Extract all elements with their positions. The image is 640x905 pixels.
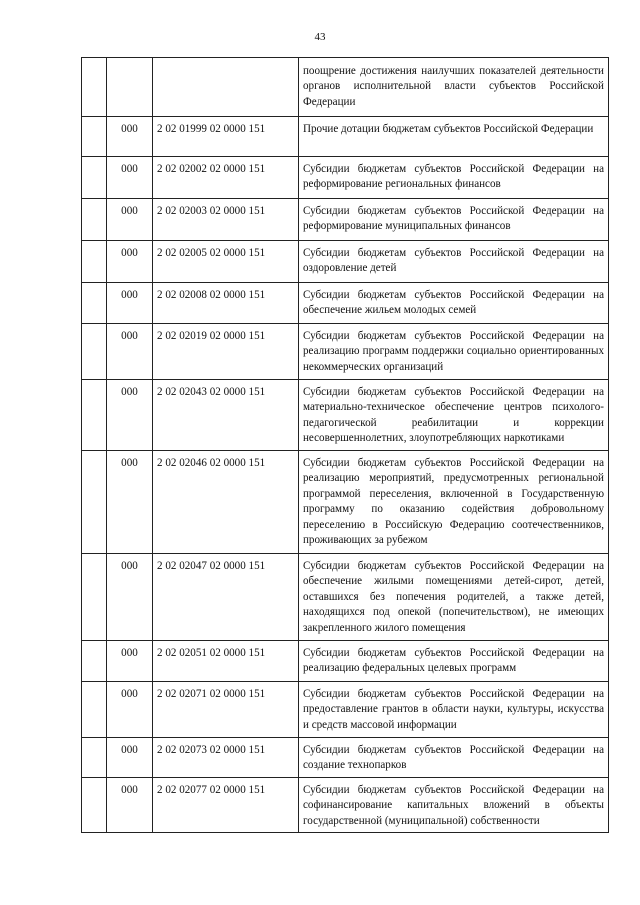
description-cell: Субсидии бюджетам субъектов Российской Федерации на обеспечение жильем молодых семей: [299, 283, 609, 324]
admin-code-cell: 000: [107, 554, 153, 641]
budget-code-cell: [153, 58, 299, 117]
admin-code-cell: 000: [107, 778, 153, 833]
description-cell: Субсидии бюджетам субъектов Российской Федерации на создание технопарков: [299, 738, 609, 778]
admin-code-cell: 000: [107, 738, 153, 778]
description-cell: Субсидии бюджетам субъектов Российской Федерации на предоставление грантов в области науки, культуры, искусства и средств массовой информации: [299, 682, 609, 738]
table-row: [82, 682, 609, 738]
budget-code-cell: 2 02 02046 02 0000 151: [153, 451, 299, 554]
budget-code-cell: 2 02 02008 02 0000 151: [153, 283, 299, 324]
table-cell: [82, 641, 107, 682]
description-cell: Прочие дотации бюджетам субъектов Российской Федерации: [299, 117, 609, 157]
budget-code-cell: 2 02 02073 02 0000 151: [153, 738, 299, 778]
table-cell: [82, 58, 107, 117]
budget-code-cell: 2 02 02077 02 0000 151: [153, 778, 299, 833]
admin-code-cell: 000: [107, 157, 153, 199]
table-row: [82, 283, 609, 324]
admin-code-cell: 000: [107, 324, 153, 380]
table-cell: [82, 451, 107, 554]
description-cell: Субсидии бюджетам субъектов Российской Федерации на реализацию мероприятий, предусмотренных региональной программой переселения, включенной в Государственную программу по оказанию содействия добровольному переселению в Российскую Федерацию соотечественников, проживающих за рубежом: [299, 451, 609, 554]
table-cell: [82, 157, 107, 199]
admin-code-cell: 000: [107, 283, 153, 324]
description-cell: Субсидии бюджетам субъектов Российской Федерации на оздоровление детей: [299, 241, 609, 283]
table-cell: [82, 738, 107, 778]
table-row: [82, 778, 609, 833]
table-row: [82, 380, 609, 451]
table-row: [82, 157, 609, 199]
admin-code-cell: 000: [107, 380, 153, 451]
table-row: [82, 241, 609, 283]
description-cell: Субсидии бюджетам субъектов Российской Федерации на обеспечение жилыми помещениями детей-сирот, детей, оставшихся без попечения родителей, а также детей, находящихся под опекой (попечительством), не имеющих закрепленного жилого помещения: [299, 554, 609, 641]
budget-code-cell: 2 02 02005 02 0000 151: [153, 241, 299, 283]
description-cell: Субсидии бюджетам субъектов Российской Федерации на материально-техническое обеспечение центров психолого-педагогической реабилитации и коррекции несовершеннолетних, злоупотребляющих наркотиками: [299, 380, 609, 451]
budget-code-cell: 2 02 02002 02 0000 151: [153, 157, 299, 199]
table-row: [82, 324, 609, 380]
page-number: 43: [314, 31, 326, 43]
admin-code-cell: 000: [107, 117, 153, 157]
table-row: [82, 199, 609, 241]
table-row: [82, 58, 609, 117]
budget-code-cell: 2 02 02071 02 0000 151: [153, 682, 299, 738]
budget-code-cell: 2 02 02003 02 0000 151: [153, 199, 299, 241]
budget-code-cell: 2 02 02051 02 0000 151: [153, 641, 299, 682]
admin-code-cell: [107, 58, 153, 117]
budget-code-cell: 2 02 01999 02 0000 151: [153, 117, 299, 157]
table-row: [82, 451, 609, 554]
table-cell: [82, 283, 107, 324]
table-row: [82, 117, 609, 157]
admin-code-cell: 000: [107, 199, 153, 241]
budget-code-cell: 2 02 02043 02 0000 151: [153, 380, 299, 451]
description-cell: Субсидии бюджетам субъектов Российской Федерации на реализацию федеральных целевых программ: [299, 641, 609, 682]
table-row: [82, 554, 609, 641]
budget-code-cell: 2 02 02047 02 0000 151: [153, 554, 299, 641]
budget-code-cell: 2 02 02019 02 0000 151: [153, 324, 299, 380]
description-cell: Субсидии бюджетам субъектов Российской Федерации на реализацию программ поддержки социально ориентированных некоммерческих организаций: [299, 324, 609, 380]
table-cell: [82, 778, 107, 833]
admin-code-cell: 000: [107, 451, 153, 554]
table-cell: [82, 199, 107, 241]
table-cell: [82, 241, 107, 283]
table-row: [82, 738, 609, 778]
table-cell: [82, 324, 107, 380]
admin-code-cell: 000: [107, 241, 153, 283]
table-cell: [82, 554, 107, 641]
table-cell: [82, 117, 107, 157]
description-cell: Субсидии бюджетам субъектов Российской Федерации на софинансирование капитальных вложений в объекты государственной (муниципальной) собственности: [299, 778, 609, 833]
admin-code-cell: 000: [107, 641, 153, 682]
budget-codes-table: [81, 57, 609, 833]
admin-code-cell: 000: [107, 682, 153, 738]
description-cell: Субсидии бюджетам субъектов Российской Федерации на реформирование муниципальных финансов: [299, 199, 609, 241]
table-row: [82, 641, 609, 682]
table-cell: [82, 380, 107, 451]
table-cell: [82, 682, 107, 738]
description-cell: Субсидии бюджетам субъектов Российской Федерации на реформирование региональных финансов: [299, 157, 609, 199]
description-cell: поощрение достижения наилучших показателей деятельности органов исполнительной власти субъектов Российской Федерации: [299, 58, 609, 117]
